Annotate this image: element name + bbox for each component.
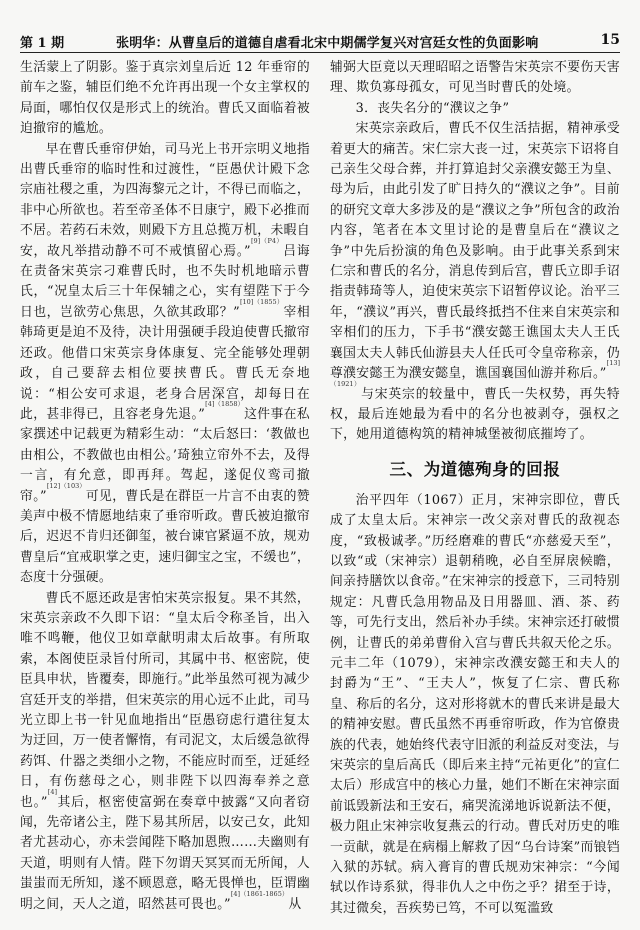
citation: [13]（1921） — [330, 359, 620, 388]
paragraph-text: 宋英宗亲政后，曹氏不仅生活拮据，精神承受着更大的痛苦。宋仁宗大丧一过，宋英宗下诏将自己亲生父母合葬，并打算追封父亲濮安懿王为皇、母为后，由此引发了旷日持久的“濮议之争”。目前的研究文章大多涉及的是“濮议之争”所包含的政治内容，笔者在本文里讨论的是曹皇后在“濮议之争”中先后扮演的角色及影响。由于此事关系到宋仁宗和曹氏的名分，消息传到后宫，曹氏立即手诏指责韩琦等人，迫使宋英宗下诏暂停议论。治平三年，“濮议”再兴，曹氏最终抵挡不住来自宋英宗和宰相们的压力，下手书“濮安懿王谯国太夫人王氏襄国太夫人韩氏仙游县夫人任氏可令皇帝称亲，仍尊濮安懿王为濮安懿皇，谯国襄国仙游并称后。” — [330, 121, 620, 382]
paragraph-text: 从 — [288, 896, 302, 912]
citation: [12]（103） — [46, 481, 86, 490]
paragraph: 治平四年（1067）正月，宋神宗即位，曹氏成了太皇太后。宋神宗一改父亲对曹氏的敌视态度，“致极诚孝。”历经磨难的曹氏“亦慈爱天至”，以致“或（宋神宗）退朝稍晚，必自至屏扆候瞻，间亲持膳饮以食帝。”在宋神宗的授意下，三司特别规定：凡曹氏急用物品及日用器皿、酒、茶、药等，可先行支出，然后补办手续。宋神宗还打破惯例，让曹氏的弟弟曹佾入宫与曹氏共叙天伦之乐。元丰二年（1079），宋神宗改濮安懿王和夫人的封爵为“王”、“王夫人”，恢复了仁宗、曹氏称皇、称后的名分，这对形将就木的曹氏来讲是最大的精神安慰。曹氏虽然不再垂帘听政，作为官僚贵族的代表，她始终代表守旧派的利益反对变法，与宋英宗的皇后高氏（即后来主持“元祐更化”的宣仁太后）形成宫中的核心力量，她们不断在宋神宗面前诋毁新法和王安石，痛哭流涕地诉说新法不便，极力阻止宋神宗收复燕云的行动。曹氏对历史的唯一贡献，就是在病榻上解救了因“乌台诗案”而锒铛入狱的苏轼。病入膏肓的曹氏规劝宋神宗：“今闻轼以作诗系狱，得非仇人之中伤之乎？捃至于诗，其过微矣，吾疾势已笃，不可以冤滥致 — [330, 492, 620, 916]
citation: [4]（1858） — [205, 399, 245, 408]
page-header — [0, 0, 640, 56]
paragraph-text: 曹氏不愿还政是害怕宋英宗报复。果不其然，宋英宗亲政不久即下诏：“皇太后令称圣旨，出入唯不鸣鞭，他仪卫如章献明肃太后故事。有所取索，本阁使臣录旨付所司，其属中书、枢密院，使臣具申状，皆覆奏，即施行。”此举虽然可视为减少宫廷开支的举措，但宋英宗的用心远不止此，司马光立即上书一针见血地指出“臣愚窃虑行遣往复太为迂回，万一使者懈惰，有司泥文，太后缓急欲得药饵、什器之类细小之物，不能应时而至，迂延经日，有伤慈母之心，则非陛下以四海奉养之意也。” — [20, 590, 310, 810]
header-rule — [20, 52, 620, 53]
left-column — [20, 58, 310, 915]
issue-label: 第 1 期 — [20, 36, 65, 51]
paragraph-text: 吕诲在责备宋英宗刁难曹氏时，也不失时机地暗示曹氏，“况皇太后三十年保辅之心，实有望陛下于今日也，岂欲劳心焦思，久欲其政耶？” — [20, 243, 310, 320]
running-title: 张明华：从曹皇后的道德自虐看北宋中期儒学复兴对宫廷女性的负面影响 — [116, 36, 539, 51]
citation: [9]（P4） — [250, 236, 284, 245]
subsection-heading: 3．丧失名分的“濮议之争” — [355, 100, 510, 116]
paragraph-text: 这件事在私家撰述中记载更为精彩生动：“太后怒曰：‘教做也由相公，不教做也由相公。’琦独立帘外不去，及得一言，有允意，即再拜。驾起，遂促仪鸾司撤帘。” — [20, 406, 311, 504]
paragraph: 生活蒙上了阴影。鉴于真宗刘皇后近 12 年垂帘的前车之鉴，辅臣们绝不允许再出现一个女主掌权的局面，哪怕仅仅是形式上的统治。曹氏又面临着被迫撤帘的尴尬。 — [20, 60, 310, 137]
paragraph-text: 宰相韩琦更是迫不及待，决计用强硬手段迫使曹氏撤帘还政。他借口宋英宗身体康复、完全能够处理朝政，自己要辞去相位要挟曹氏。曹氏无奈地说：“相公安可求退，老身合居深宫，却每日在此，甚非得已，且容老身先退。” — [20, 304, 311, 422]
page-number: 15 — [600, 32, 620, 48]
paragraph-text: 可见，曹氏是在群臣一片言不由衷的赞美声中极不情愿地结束了垂帘听政。曹氏被迫撤帘后，迟迟不肯归还御玺，被台谏官紧逼不放，规劝曹皇后“宜戒职掌之吏，速归御宝之宝，不缓也”，态度十分强硬。 — [20, 488, 311, 586]
paragraph — [20, 589, 310, 916]
citation: [4]（1861-1865） — [230, 889, 289, 898]
citation: [10]（1855） — [239, 297, 284, 306]
paragraph: 辅弼大臣竟以天理昭昭之语警告宋英宗不要伤天害理、欺负寡母孤女，可见当时曹氏的处境。 — [330, 60, 620, 96]
section-heading: 三、为道德殉身的回报 — [389, 459, 561, 479]
paragraph-text: 早在曹氏垂帘伊始，司马光上书开宗明义地指出曹氏垂帘的临时性和过渡性，“臣愚伏计殿下念宗庙社稷之重，为四海黎元之计，不得已而临之，非中心所欲也。若至帝圣体不日康宁，殿下必推而不居。若药石未效，则殿下方且总揽万机，未暇自安，故凡举措动静不可不戒慎留心焉。” — [20, 141, 310, 259]
citation: [4] — [47, 787, 57, 796]
paragraph — [330, 119, 620, 446]
paragraph-text: 与宋英宗的较量中，曹氏一失权势，再失特权，最后连她最为看中的名分也被剥夺，强权之下，她用道德构筑的精神城堡被彻底摧垮了。 — [330, 386, 621, 443]
paragraph — [20, 140, 310, 589]
right-column — [330, 58, 620, 919]
paragraph-text: 其后，枢密使富弼在奏章中披露“又向者窃闻，先帝诸公主，陛下易其所居，以安己女，此知者尤甚动心，亦未尝闻陛下略加恩煦……夫幽则有天道，明则有人情。陛下勿谓天冥冥而无所闻，人蚩蚩而无所知，遂不顾恩意，略无畏惮也，臣谓幽明之间，天人之道，昭然甚可畏也。” — [20, 794, 310, 912]
